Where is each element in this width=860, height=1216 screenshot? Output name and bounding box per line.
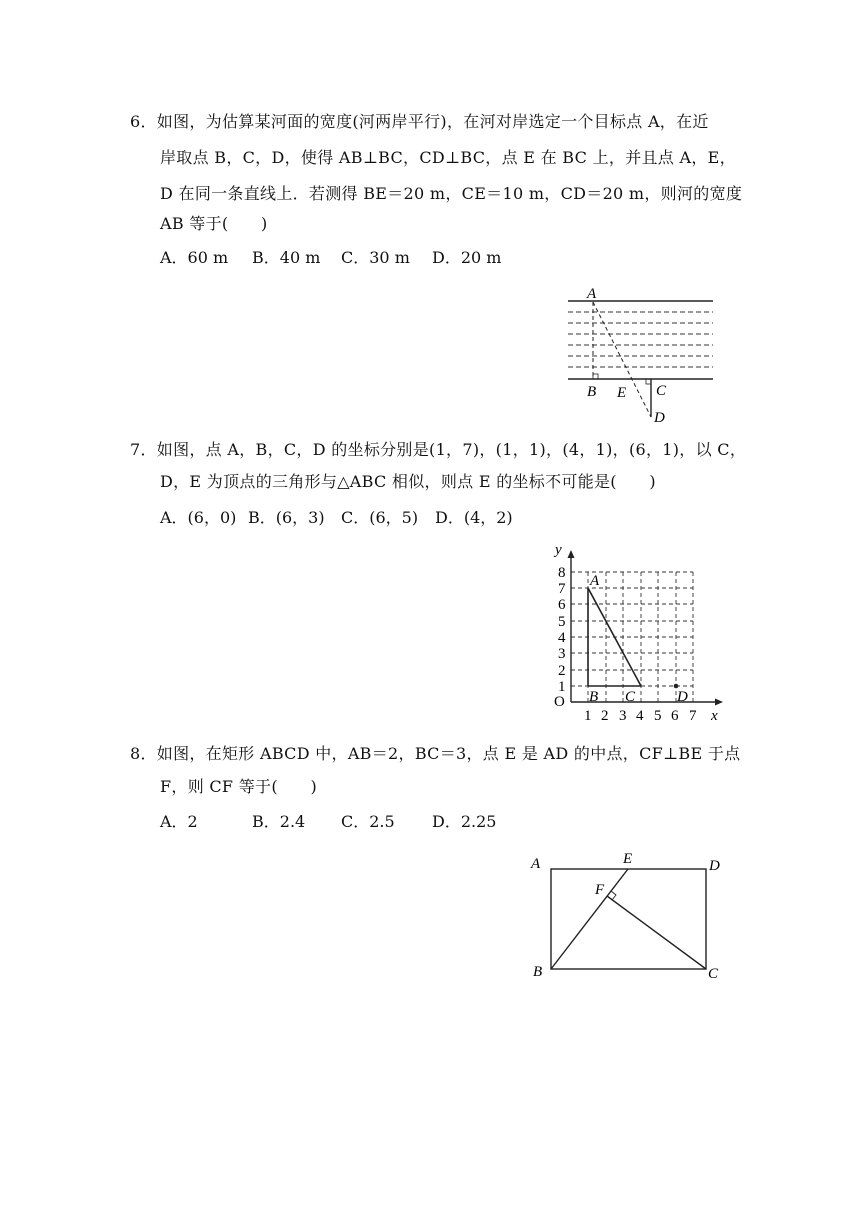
q7-option-d: D．(4，2) (435, 508, 513, 527)
q7-line-1: 7．如图，点 A，B，C，D 的坐标分别是(1，7)，(1，1)，(4，1)，(6，1)，以 C， (130, 440, 747, 459)
q7-ytick: 4 (558, 630, 566, 646)
q6-option-c: C．30 m (341, 248, 410, 267)
q7-xtick: 3 (619, 708, 627, 724)
q8-line-2: F，则 CF 等于( ) (160, 777, 318, 796)
q8-label-f: F (595, 882, 605, 898)
q6-line-4: AB 等于( ) (160, 214, 268, 233)
q7-y-axis-label: y (555, 542, 562, 558)
q6-label-d: D (654, 410, 665, 426)
q6-label-b: B (587, 384, 597, 400)
q6-line-2: 岸取点 B，C，D，使得 AB⊥BC，CD⊥BC，点 E 在 BC 上，并且点 A，E， (160, 148, 736, 167)
q7-xtick: 6 (671, 708, 679, 724)
q7-label-b: B (589, 689, 599, 705)
q7-ytick: 6 (558, 597, 566, 613)
q7-xtick: 5 (654, 708, 662, 724)
q8-option-c: C．2.5 (341, 812, 395, 831)
q8-rectangle-figure (525, 845, 735, 985)
q6-label-c: C (656, 383, 667, 399)
q8-label-b: B (533, 964, 543, 980)
q8-line-1: 8．如图，在矩形 ABCD 中，AB＝2，BC＝3，点 E 是 AD 的中点，CF⊥BE 于点 (130, 744, 741, 763)
q6-option-b: B．40 m (252, 248, 321, 267)
q7-ytick: 5 (558, 614, 566, 630)
q8-label-d: D (709, 858, 720, 874)
q6-river-figure (560, 282, 720, 427)
q7-xtick: 2 (601, 708, 609, 724)
q6-line-3: D 在同一条直线上．若测得 BE＝20 m，CE＝10 m，CD＝20 m，则河的宽度 (160, 184, 743, 203)
q7-ytick: 7 (558, 581, 566, 597)
q6-label-e: E (617, 385, 627, 401)
q7-coordinate-figure (545, 540, 735, 725)
q7-ytick: 3 (558, 646, 566, 662)
q7-label-a: A (590, 573, 600, 589)
q6-option-d: D．20 m (432, 248, 502, 267)
q7-line-2: D，E 为顶点的三角形与△ABC 相似，则点 E 的坐标不可能是( ) (160, 472, 656, 491)
q7-xtick: 1 (584, 708, 592, 724)
q6-option-a: A．60 m (160, 248, 229, 267)
q7-option-a: A．(6，0) (160, 508, 237, 527)
q7-ytick: 1 (558, 679, 566, 695)
q7-option-c: C．(6，5) (341, 508, 419, 527)
q6-label-a: A (587, 286, 597, 302)
q8-option-a: A．2 (160, 812, 198, 831)
q7-label-c: C (625, 689, 636, 705)
q8-option-d: D．2.25 (432, 812, 497, 831)
q7-xtick: 7 (689, 708, 697, 724)
q7-origin-label: O (554, 694, 565, 710)
q7-option-b: B．(6，3) (248, 508, 325, 527)
q8-label-e: E (623, 851, 633, 867)
q7-xtick: 4 (636, 708, 644, 724)
q8-label-a: A (531, 856, 541, 872)
q7-label-d: D (677, 689, 688, 705)
q6-line-1: 6．如图，为估算某河面的宽度(河两岸平行)，在河对岸选定一个目标点 A，在近 (130, 112, 709, 131)
q7-x-axis-label: x (711, 708, 718, 724)
q8-label-c: C (708, 966, 719, 982)
q7-ytick: 8 (558, 565, 566, 581)
q8-option-b: B．2.4 (252, 812, 306, 831)
q7-ytick: 2 (558, 663, 566, 679)
